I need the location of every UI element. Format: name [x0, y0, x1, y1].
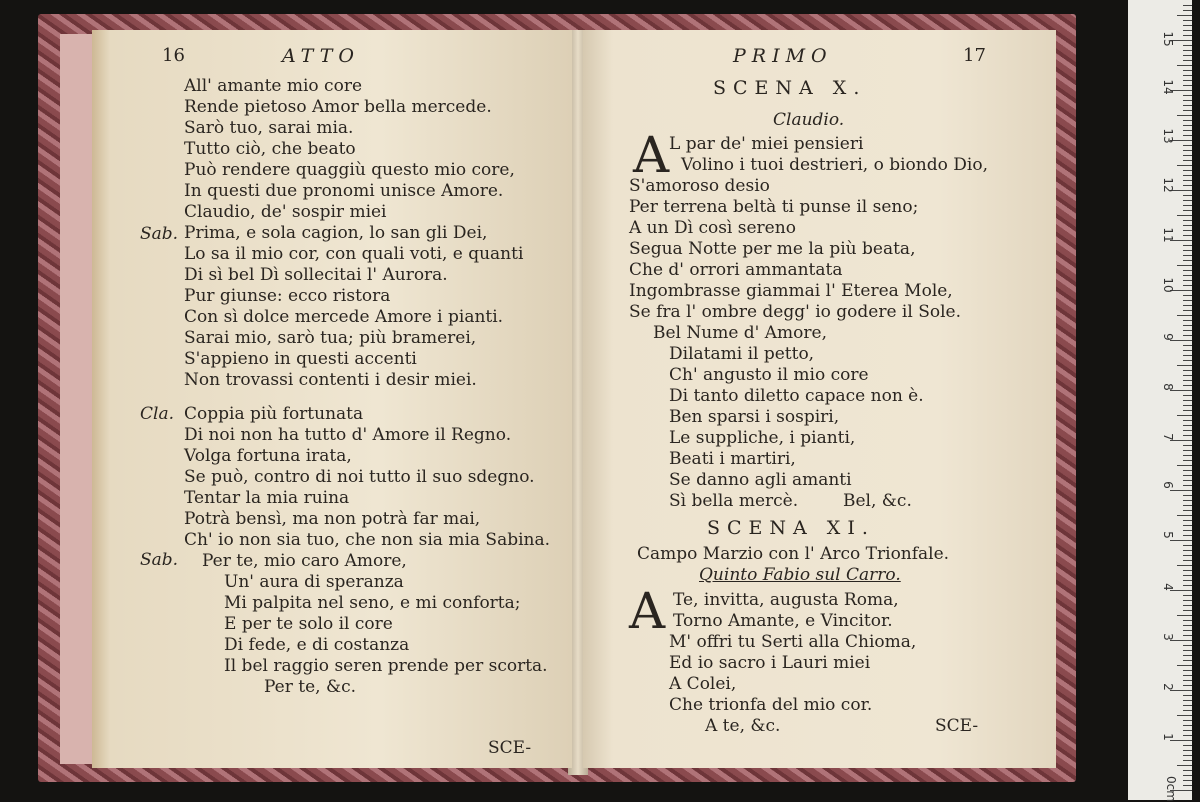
ruler-tick	[1183, 435, 1192, 436]
ruler-tick	[1183, 75, 1192, 76]
ruler-tick	[1183, 145, 1192, 146]
ruler-tick	[1183, 285, 1192, 286]
ruler-tick	[1183, 695, 1192, 696]
verse-line: A Colei,	[669, 674, 737, 694]
left-page	[92, 30, 572, 768]
ruler-tick	[1183, 375, 1192, 376]
ruler-tick	[1183, 610, 1192, 611]
ruler-tick	[1183, 500, 1192, 501]
ruler-tick	[1183, 135, 1192, 136]
ruler-tick	[1177, 15, 1192, 16]
ruler-tick	[1183, 120, 1192, 121]
ruler-tick	[1183, 100, 1192, 101]
verse-line: Prima, e sola cagion, lo san gli Dei,	[184, 223, 488, 243]
scene-title: SCENA XI.	[707, 517, 875, 539]
ruler-tick	[1183, 535, 1192, 536]
verse-line: Torno Amante, e Vincitor.	[673, 611, 893, 631]
verse-line: Claudio, de' sospir miei	[184, 202, 387, 222]
ruler-tick	[1183, 510, 1192, 511]
ruler-tick	[1183, 445, 1192, 446]
ruler-tick	[1183, 345, 1192, 346]
ruler-tick	[1183, 10, 1192, 11]
ruler-tick	[1183, 210, 1192, 211]
ruler-tick	[1183, 625, 1192, 626]
ruler-tick	[1183, 425, 1192, 426]
verse-line: M' offri tu Serti alla Chioma,	[669, 632, 917, 652]
ruler-tick	[1183, 360, 1192, 361]
ruler-tick	[1183, 275, 1192, 276]
ruler-tick	[1183, 525, 1192, 526]
verse-line: Bel, &c.	[843, 491, 912, 511]
ruler-tick	[1183, 180, 1192, 181]
ruler-number: 14	[1161, 79, 1175, 95]
verse-line: Ch' io non sia tuo, che non sia mia Sabina.	[184, 530, 551, 550]
ruler-tick	[1177, 665, 1192, 666]
ruler-tick	[1183, 560, 1192, 561]
verse-line: Può rendere quaggiù questo mio core,	[184, 160, 515, 180]
ruler-number: 12	[1161, 177, 1175, 193]
ruler-tick	[1183, 430, 1192, 431]
ruler-tick	[1183, 555, 1192, 556]
ruler-tick	[1183, 150, 1192, 151]
ruler-tick	[1183, 760, 1192, 761]
ruler-tick	[1183, 235, 1192, 236]
ruler-tick	[1183, 705, 1192, 706]
ruler-tick	[1183, 170, 1192, 171]
ruler-tick	[1183, 130, 1192, 131]
verse-line: Mi palpita nel seno, e mi conforta;	[224, 593, 521, 613]
ruler-tick	[1183, 35, 1192, 36]
ruler-tick	[1183, 725, 1192, 726]
ruler-tick	[1183, 125, 1192, 126]
ruler-tick	[1183, 300, 1192, 301]
ruler-tick	[1183, 505, 1192, 506]
ruler-number: 1	[1161, 733, 1175, 741]
ruler-tick	[1183, 355, 1192, 356]
ruler-tick	[1183, 70, 1192, 71]
ruler-tick	[1183, 550, 1192, 551]
ruler-tick	[1183, 395, 1192, 396]
ruler-tick	[1183, 735, 1192, 736]
ruler-tick	[1183, 270, 1192, 271]
ruler-tick	[1183, 750, 1192, 751]
verse-line: Di fede, e di costanza	[224, 635, 410, 655]
scene-character: Claudio.	[773, 110, 845, 130]
running-head: ATTO	[282, 45, 360, 67]
ruler-tick	[1183, 630, 1192, 631]
verse-line: Non trovassi contenti i desir miei.	[184, 370, 477, 390]
verse-line: S'amoroso desio	[629, 176, 770, 196]
ruler-tick	[1183, 585, 1192, 586]
verse-line: Tutto ciò, che beato	[184, 139, 356, 159]
ruler-tick	[1183, 785, 1192, 786]
ruler-tick	[1183, 330, 1192, 331]
ruler-number: 5	[1161, 531, 1175, 539]
ruler-tick	[1183, 50, 1192, 51]
ruler-number: 2	[1161, 683, 1175, 691]
ruler-number: 7	[1161, 433, 1175, 441]
ruler-tick	[1183, 250, 1192, 251]
verse-line: Se può, contro di noi tutto il suo sdegno.	[184, 467, 535, 487]
measurement-ruler	[1128, 0, 1192, 800]
ruler-tick	[1183, 185, 1192, 186]
ruler-tick	[1177, 565, 1192, 566]
verse-line: Le suppliche, i pianti,	[669, 428, 856, 448]
ruler-tick	[1177, 615, 1192, 616]
ruler-tick	[1183, 310, 1192, 311]
ruler-tick	[1183, 205, 1192, 206]
ruler-tick	[1183, 45, 1192, 46]
ruler-tick	[1183, 200, 1192, 201]
ruler-tick	[1177, 465, 1192, 466]
ruler-number: 13	[1161, 128, 1175, 144]
ruler-tick	[1183, 305, 1192, 306]
verse-line: Sarò tuo, sarai mia.	[184, 118, 354, 138]
verse-line: Per te, &c.	[264, 677, 357, 697]
ruler-number: 8	[1161, 383, 1175, 391]
ruler-tick	[1183, 410, 1192, 411]
verse-line: Beati i martiri,	[669, 449, 796, 469]
ruler-tick	[1183, 280, 1192, 281]
verse-line: Sarai mio, sarò tua; più bramerei,	[184, 328, 477, 348]
verse-line: Di noi non ha tutto d' Amore il Regno.	[184, 425, 512, 445]
verse-line: Di tanto diletto capace non è.	[669, 386, 924, 406]
ruler-tick	[1183, 110, 1192, 111]
ruler-tick	[1183, 685, 1192, 686]
ruler-number: 15	[1161, 31, 1175, 47]
verse-line: Rende pietoso Amor bella mercede.	[184, 97, 492, 117]
catchword: SCE-	[935, 716, 979, 736]
ruler-tick	[1183, 450, 1192, 451]
scene-character: Quinto Fabio sul Carro.	[699, 565, 901, 585]
ruler-tick	[1183, 370, 1192, 371]
ruler-tick	[1183, 520, 1192, 521]
ruler-tick	[1177, 65, 1192, 66]
ruler-tick	[1183, 95, 1192, 96]
ruler-tick	[1183, 545, 1192, 546]
ruler-tick	[1183, 20, 1192, 21]
verse-line: Che d' orrori ammantata	[629, 260, 843, 280]
ruler-tick	[1183, 530, 1192, 531]
ruler-tick	[1183, 5, 1192, 6]
verse-line: Per te, mio caro Amore,	[202, 551, 407, 571]
ruler-number: 3	[1161, 633, 1175, 641]
verse-line: Per terrena beltà ti punse il seno;	[629, 197, 919, 217]
ruler-tick	[1183, 605, 1192, 606]
ruler-tick	[1183, 195, 1192, 196]
ruler-tick	[1183, 470, 1192, 471]
ruler-tick	[1183, 255, 1192, 256]
verse-line: Che trionfa del mio cor.	[669, 695, 873, 715]
ruler-tick	[1177, 515, 1192, 516]
ruler-tick	[1183, 645, 1192, 646]
ruler-tick	[1183, 770, 1192, 771]
scene-title: SCENA X.	[713, 77, 867, 99]
speaker-label: Sab.	[140, 550, 179, 570]
ruler-tick	[1183, 245, 1192, 246]
verse-line: S'appieno in questi accenti	[184, 349, 417, 369]
ruler-tick	[1183, 295, 1192, 296]
ruler-tick	[1183, 455, 1192, 456]
right-page	[583, 30, 1056, 768]
ruler-tick	[1177, 265, 1192, 266]
ruler-tick	[1183, 400, 1192, 401]
ruler-tick	[1183, 325, 1192, 326]
ruler-tick	[1183, 85, 1192, 86]
ruler-tick	[1183, 55, 1192, 56]
ruler-tick	[1183, 385, 1192, 386]
drop-capital: A	[633, 126, 670, 184]
verse-line: Potrà bensì, ma non potrà far mai,	[184, 509, 481, 529]
ruler-tick	[1183, 105, 1192, 106]
ruler-tick	[1183, 30, 1192, 31]
verse-line: Ben sparsi i sospiri,	[669, 407, 840, 427]
verse-line: Lo sa il mio cor, con quali voti, e quanti	[184, 244, 524, 264]
ruler-tick	[1183, 710, 1192, 711]
verse-line: Se fra l' ombre degg' io godere il Sole.	[629, 302, 961, 322]
running-head: PRIMO	[733, 45, 833, 67]
ruler-tick	[1183, 595, 1192, 596]
verse-line: Te, invitta, augusta Roma,	[673, 590, 899, 610]
ruler-tick	[1183, 730, 1192, 731]
ruler-tick	[1183, 220, 1192, 221]
verse-line: Volino i tuoi destrieri, o biondo Dio,	[681, 155, 988, 175]
ruler-tick	[1183, 675, 1192, 676]
verse-line: In questi due pronomi unisce Amore.	[184, 181, 504, 201]
page-number: 17	[963, 45, 986, 66]
ruler-tick	[1183, 700, 1192, 701]
ruler-number: 6	[1161, 481, 1175, 489]
ruler-tick	[1177, 765, 1192, 766]
ruler-tick	[1177, 215, 1192, 216]
verse-line: Con sì dolce mercede Amore i pianti.	[184, 307, 504, 327]
ruler-tick	[1183, 380, 1192, 381]
verse-line: Coppia più fortunata	[184, 404, 364, 424]
page-number: 16	[162, 45, 185, 66]
ruler-tick	[1177, 715, 1192, 716]
ruler-tick	[1177, 165, 1192, 166]
verse-line: A te, &c.	[705, 716, 781, 736]
ruler-tick	[1183, 335, 1192, 336]
verse-line: Ingombrasse giammai l' Eterea Mole,	[629, 281, 953, 301]
drop-capital: A	[629, 582, 666, 640]
ruler-tick	[1183, 225, 1192, 226]
ruler-tick	[1183, 660, 1192, 661]
ruler-tick	[1183, 155, 1192, 156]
verse-line: Ed io sacro i Lauri miei	[669, 653, 871, 673]
ruler-tick	[1183, 755, 1192, 756]
verse-line: A un Dì così sereno	[629, 218, 796, 238]
ruler-tick	[1177, 365, 1192, 366]
ruler-tick	[1183, 495, 1192, 496]
verse-line: Bel Nume d' Amore,	[653, 323, 827, 343]
verse-line: Ch' angusto il mio core	[669, 365, 869, 385]
verse-line: Di sì bel Dì sollecitai l' Aurora.	[184, 265, 448, 285]
ruler-tick	[1183, 655, 1192, 656]
verse-line: Volga fortuna irata,	[184, 446, 352, 466]
verse-line: Tentar la mia ruina	[184, 488, 350, 508]
ruler-tick	[1183, 160, 1192, 161]
ruler-tick	[1183, 635, 1192, 636]
scene-setting: Campo Marzio con l' Arco Trionfale.	[637, 544, 950, 564]
ruler-number: 11	[1161, 227, 1175, 243]
ruler-number: 9	[1161, 333, 1175, 341]
speaker-label: Sab.	[140, 224, 179, 244]
ruler-tick	[1183, 570, 1192, 571]
ruler-tick	[1183, 745, 1192, 746]
ruler-tick	[1183, 420, 1192, 421]
ruler-tick	[1183, 680, 1192, 681]
ruler-tick	[1183, 405, 1192, 406]
verse-line: All' amante mio core	[184, 76, 363, 96]
verse-line: Un' aura di speranza	[224, 572, 404, 592]
ruler-tick	[1183, 620, 1192, 621]
ruler-tick	[1183, 780, 1192, 781]
ruler-tick	[1183, 720, 1192, 721]
verse-line: Se danno agli amanti	[669, 470, 852, 490]
ruler-number: 4	[1161, 583, 1175, 591]
ruler-tick	[1183, 25, 1192, 26]
ruler-tick	[1177, 315, 1192, 316]
ruler-number: 10	[1161, 277, 1175, 293]
ruler-tick	[1183, 60, 1192, 61]
ruler-tick	[1183, 175, 1192, 176]
verse-line: Il bel raggio seren prende per scorta.	[224, 656, 548, 676]
ruler-tick	[1183, 480, 1192, 481]
ruler-tick	[1183, 230, 1192, 231]
ruler-tick	[1183, 670, 1192, 671]
verse-line: Pur giunse: ecco ristora	[184, 286, 391, 306]
verse-line: Dilatami il petto,	[669, 344, 815, 364]
ruler-tick	[1177, 115, 1192, 116]
verse-line: Segua Notte per me la più beata,	[629, 239, 916, 259]
verse-line: L par de' miei pensieri	[669, 134, 864, 154]
ruler-tick	[1183, 475, 1192, 476]
ruler-tick	[1183, 600, 1192, 601]
ruler-tick	[1183, 80, 1192, 81]
ruler-tick	[1183, 260, 1192, 261]
ruler-tick	[1183, 650, 1192, 651]
ruler-tick	[1183, 460, 1192, 461]
ruler-tick	[1183, 775, 1192, 776]
ruler-unit-label: 0cm	[1163, 776, 1178, 802]
ruler-tick	[1183, 485, 1192, 486]
verse-line: Sì bella mercè.	[669, 491, 799, 511]
verse-line: E per te solo il core	[224, 614, 393, 634]
ruler-tick	[1183, 320, 1192, 321]
ruler-tick	[1177, 415, 1192, 416]
catchword: SCE-	[488, 738, 532, 758]
ruler-tick	[1183, 350, 1192, 351]
ruler-tick	[1183, 575, 1192, 576]
speaker-label: Cla.	[140, 404, 174, 424]
ruler-tick	[1183, 580, 1192, 581]
